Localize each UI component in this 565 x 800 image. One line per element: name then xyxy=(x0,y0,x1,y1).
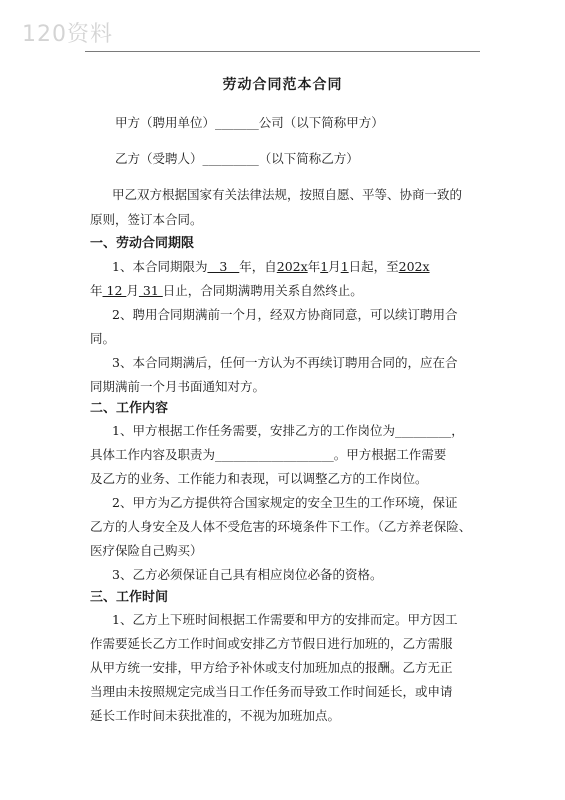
document-title: 劳动合同范本合同 xyxy=(222,77,343,93)
watermark-logo: 120资料 xyxy=(22,22,113,47)
section-3-clause-1-line-2: 作需要延长乙方工作时间或安排乙方节假日进行加班的，乙方需服 xyxy=(90,636,453,651)
section-2-clause-1-line-2: 具体工作内容及职责为___________________。甲方根据工作需要 xyxy=(90,447,447,462)
clause-text: 月 xyxy=(126,283,139,298)
end-day: 31 xyxy=(138,283,163,298)
end-month: 12 xyxy=(102,283,127,298)
section-3-clause-1-line-1: 1、乙方上下班时间根据工作需要和甲方的安排而定。甲方因工 xyxy=(112,612,458,627)
section-1-clause-2-line-1: 2、聘用合同期满前一个月，经双方协商同意，可以续订聘用合 xyxy=(112,307,458,322)
section-3-clause-1-line-4: 当理由未按照规定完成当日工作任务而导致工作时间延长，或申请 xyxy=(90,684,453,699)
clause-text: 月 xyxy=(328,259,341,274)
start-year: 202x xyxy=(276,259,308,274)
intro-line-2: 原则，签订本合同。 xyxy=(90,212,203,227)
section-2-clause-2-line-1: 2、甲方为乙方提供符合国家规定的安全卫生的工作环境，保证 xyxy=(112,495,458,510)
section-1-clause-2-line-2: 同。 xyxy=(90,331,116,346)
section-1-clause-1-line-1 xyxy=(112,258,430,276)
clause-text: 1、本合同期限为 xyxy=(112,259,208,274)
section-1-clause-1-line-2 xyxy=(90,282,363,300)
clause-text: 年 xyxy=(307,259,321,274)
section-2-clause-1-line-1: 1、甲方根据工作任务需要，安排乙方的工作岗位为_________， xyxy=(112,423,464,438)
intro-line-1: 甲乙双方根据国家有关法律法规，按照自愿、平等、协商一致的 xyxy=(112,187,463,202)
section-2-clause-3: 3、乙方必须保证自己具有相应岗位必备的资格。 xyxy=(112,567,383,582)
section-2-clause-2-line-2: 乙方的人身安全及人体不受危害的环境条件下工作。（乙方养老保险、 xyxy=(90,519,472,534)
clause-text: 年 xyxy=(90,283,103,298)
section-3-clause-1-line-5: 延长工作时间未获批准的，不视为加班加点。 xyxy=(90,708,341,723)
section-2-heading: 二、工作内容 xyxy=(90,401,169,416)
start-day: 1 xyxy=(340,259,349,274)
section-3-heading: 三、工作时间 xyxy=(90,590,169,605)
header-rule xyxy=(85,51,480,52)
section-1-clause-3-line-1: 3、本合同期满后，任何一方认为不再续订聘用合同的，应在合 xyxy=(112,355,458,370)
section-1-heading: 一、劳动合同期限 xyxy=(90,236,195,251)
clause-text: 日止，合同期满聘用关系自然终止。 xyxy=(162,283,363,298)
clause-text: 年，自 xyxy=(239,259,277,274)
contract-years: 3 xyxy=(207,259,240,274)
section-2-clause-1-line-3: 及乙方的业务、工作能力和表现，可以调整乙方的工作岗位。 xyxy=(90,471,428,486)
section-3-clause-1-line-3: 从甲方统一安排，甲方给予补休或支付加班加点的报酬。乙方无正 xyxy=(90,660,453,675)
clause-text: 日起，至 xyxy=(348,259,399,274)
party-b-line: 乙方（受聘人）_________（以下简称乙方） xyxy=(115,151,359,166)
party-a-line: 甲方（聘用单位）_______公司（以下简称甲方） xyxy=(115,115,384,130)
start-month: 1 xyxy=(320,259,329,274)
end-year: 202x xyxy=(398,259,430,274)
section-2-clause-2-line-3: 医疗保险自己购买） xyxy=(90,543,203,558)
section-1-clause-3-line-2: 同期满前一个月书面通知对方。 xyxy=(90,379,266,394)
